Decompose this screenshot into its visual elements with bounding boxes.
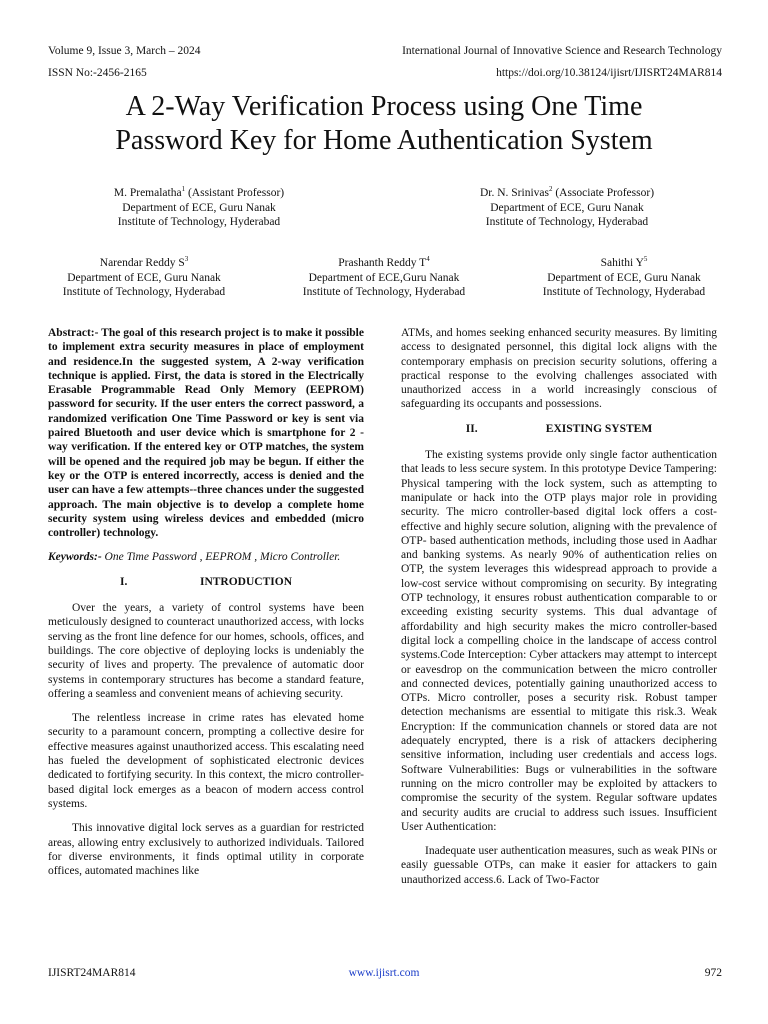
author-department: Department of ECE, Guru Nanak — [122, 201, 276, 214]
author-affiliation-number: 5 — [643, 255, 648, 264]
author-department: Department of ECE, Guru Nanak — [67, 271, 221, 284]
doi-link[interactable]: https://doi.org/10.38124/ijisrt/IJISRT24MAR814 — [496, 67, 722, 79]
author-name-line — [518, 256, 730, 271]
title-line-1: A 2-Way Verification Process using One Time — [125, 91, 643, 122]
author-block-3 — [38, 256, 250, 300]
left-column — [48, 326, 364, 888]
author-name: Sahithi Y — [600, 257, 644, 269]
keywords-label: Keywords:- — [48, 551, 102, 564]
author-name-line — [38, 256, 250, 271]
author-institute: Institute of Technology, Hyderabad — [542, 286, 706, 298]
author-role: (Associate Professor) — [552, 187, 655, 199]
author-name: Prashanth Reddy T — [338, 257, 427, 269]
author-name: M. Premalatha — [113, 187, 182, 199]
author-block-5 — [518, 256, 730, 300]
abstract: Abstract:- The goal of this research project is to make it possible to implement extra security measures in place of employment and residence.In the suggested system, A 2-way verification technique is applied. First, the data is stored in the Electrically Erasable Programmable Read Only Memory (EEPROM) password for security. If the user enters the correct password, a randomized verification One Time Password or key is sent via paired Bluetooth and user device which is smartphone for 2 -way verification. If the entered key or OTP matches, the system will be opened and the required job may be begun. If either the key or the OTP is entered incorrectly, access is denied and the user can have a few attempts--three chances under the suggested approach. The main objective is to develop a complete home security system using wireless devices and embedded (micro controller) technology. — [48, 327, 364, 540]
author-block-2 — [452, 186, 682, 230]
paragraph: Inadequate user authentication measures, such as weak PINs or easily guessable OTPs, can make it easier for attackers to gain unauthorized access.6. Lack of Two-Factor — [401, 845, 717, 886]
author-department: Department of ECE,Guru Nanak — [308, 271, 460, 284]
author-affiliation-number: 1 — [181, 185, 186, 194]
author-institute: Institute of Technology, Hyderabad — [117, 216, 281, 228]
author-department: Department of ECE, Guru Nanak — [547, 271, 701, 284]
journal-name: International Journal of Innovative Science and Research Technology — [402, 45, 722, 57]
author-affiliation-number: 2 — [548, 185, 553, 194]
author-name-line — [278, 256, 490, 271]
author-name-line — [452, 186, 682, 201]
paragraph-continuation: ATMs, and homes seeking enhanced security measures. By limiting access to designated personnel, this digital lock aligns with the contemporary emphasis on precision security solutions, offering a practical response to the evolving challenges associated with unauthorized access in a world increasingly conscious of safeguarding its occupants and possessions. — [401, 327, 717, 411]
author-affiliation-number: 4 — [426, 255, 430, 264]
author-institute: Institute of Technology, Hyderabad — [485, 216, 649, 228]
author-role: (Assistant Professor) — [185, 187, 285, 199]
author-affiliation-number: 3 — [184, 255, 189, 264]
author-block-1 — [84, 186, 314, 230]
paragraph: Over the years, a variety of control systems have been meticulously designed to counteract unauthorized access, with locks serving as the front line defence for our homes, schools, offices, and buildings. The core objective of deploying locks is undeniably the security of lives and property. The prevalence of automatic door systems in contemporary structures has become a standard feature, offering a seamless and convenient means of achieving security. — [48, 602, 364, 700]
title-line-2: Password Key for Home Authentication System — [115, 125, 653, 156]
section-heading-existing-system — [401, 422, 717, 436]
footer-paper-id: IJISRT24MAR814 — [48, 967, 136, 979]
issn: ISSN No:-2456-2165 — [48, 67, 147, 79]
right-column — [401, 326, 717, 897]
paper-title — [40, 90, 728, 158]
section-heading-introduction — [48, 575, 364, 589]
author-block-4 — [278, 256, 490, 300]
keywords — [48, 550, 364, 564]
footer-website-link[interactable]: www.ijisrt.com — [348, 967, 420, 979]
paragraph: The existing systems provide only single factor authentication that leads to less secure system. In this prototype Device Tampering: Physical tampering with the lock system, such as attempting to manipulate or hack into the OTP plays major role in providing security. The micro controller-based digital lock offers a cost-effective and highly secure solution, aligning with the prevalence of OTP- based authentication methods, including those used in Aadhar and banking systems. As nearly 90% of authentication relies on OTP, the system leverages this widespread approach to provide a low-cost service without compromising on security. By integrating OTP technology, it ensures robust authentication comparable to or exceeding existing security systems. This dual advantage of affordability and high security makes the micro controller-based digital lock a compelling choice in the landscape of access control systems.Code Interception: Cyber attackers may attempt to intercept or eavesdrop on the communication between the micro controller and connected devices, potentially gaining unauthorized access to OTPs. Micro controller, poses a security risk. Robust tamper detection mechanisms are essential to mitigate this risk.3. Weak Encryption: If the communication channels or stored data are not adequately encrypted, there is a risk of attackers deciphering sensitive information, including user credentials and access logs. Software Vulnerabilities: Bugs or vulnerabilities in the software running on the micro controller may be exploited by attackers to compromise the security of the system. Regular software updates and security audits are crucial to address such issues. Insufficient User Authentication: — [401, 449, 717, 833]
volume-info: Volume 9, Issue 3, March – 2024 — [48, 45, 201, 57]
author-name: Dr. N. Srinivas — [479, 187, 549, 199]
author-institute: Institute of Technology, Hyderabad — [62, 286, 226, 298]
section-number: II. — [465, 422, 478, 435]
section-title: INTRODUCTION — [199, 575, 292, 588]
section-number: I. — [119, 575, 128, 588]
paragraph: The relentless increase in crime rates has elevated home security to a paramount concern, prompting a collective desire for effective measures against unauthorized access. This escalating need has fueled the development of sophisticated electronic devices dedicated to fortifying security. In this context, the micro controller-based digital lock emerges as a beacon of modern access control systems. — [48, 712, 364, 810]
keywords-text: One Time Password , EEPROM , Micro Controller. — [101, 551, 341, 564]
section-title: EXISTING SYSTEM — [545, 422, 653, 435]
author-name-line — [84, 186, 314, 201]
paragraph: This innovative digital lock serves as a guardian for restricted areas, allowing entry exclusively to authorized individuals. Tailored for diverse environments, it finds optimal utility in corporate offices, automated machines like — [48, 822, 364, 878]
author-department: Department of ECE, Guru Nanak — [490, 201, 644, 214]
author-institute: Institute of Technology, Hyderabad — [302, 286, 466, 298]
author-name: Narendar Reddy S — [99, 257, 185, 269]
page-number: 972 — [704, 967, 722, 979]
